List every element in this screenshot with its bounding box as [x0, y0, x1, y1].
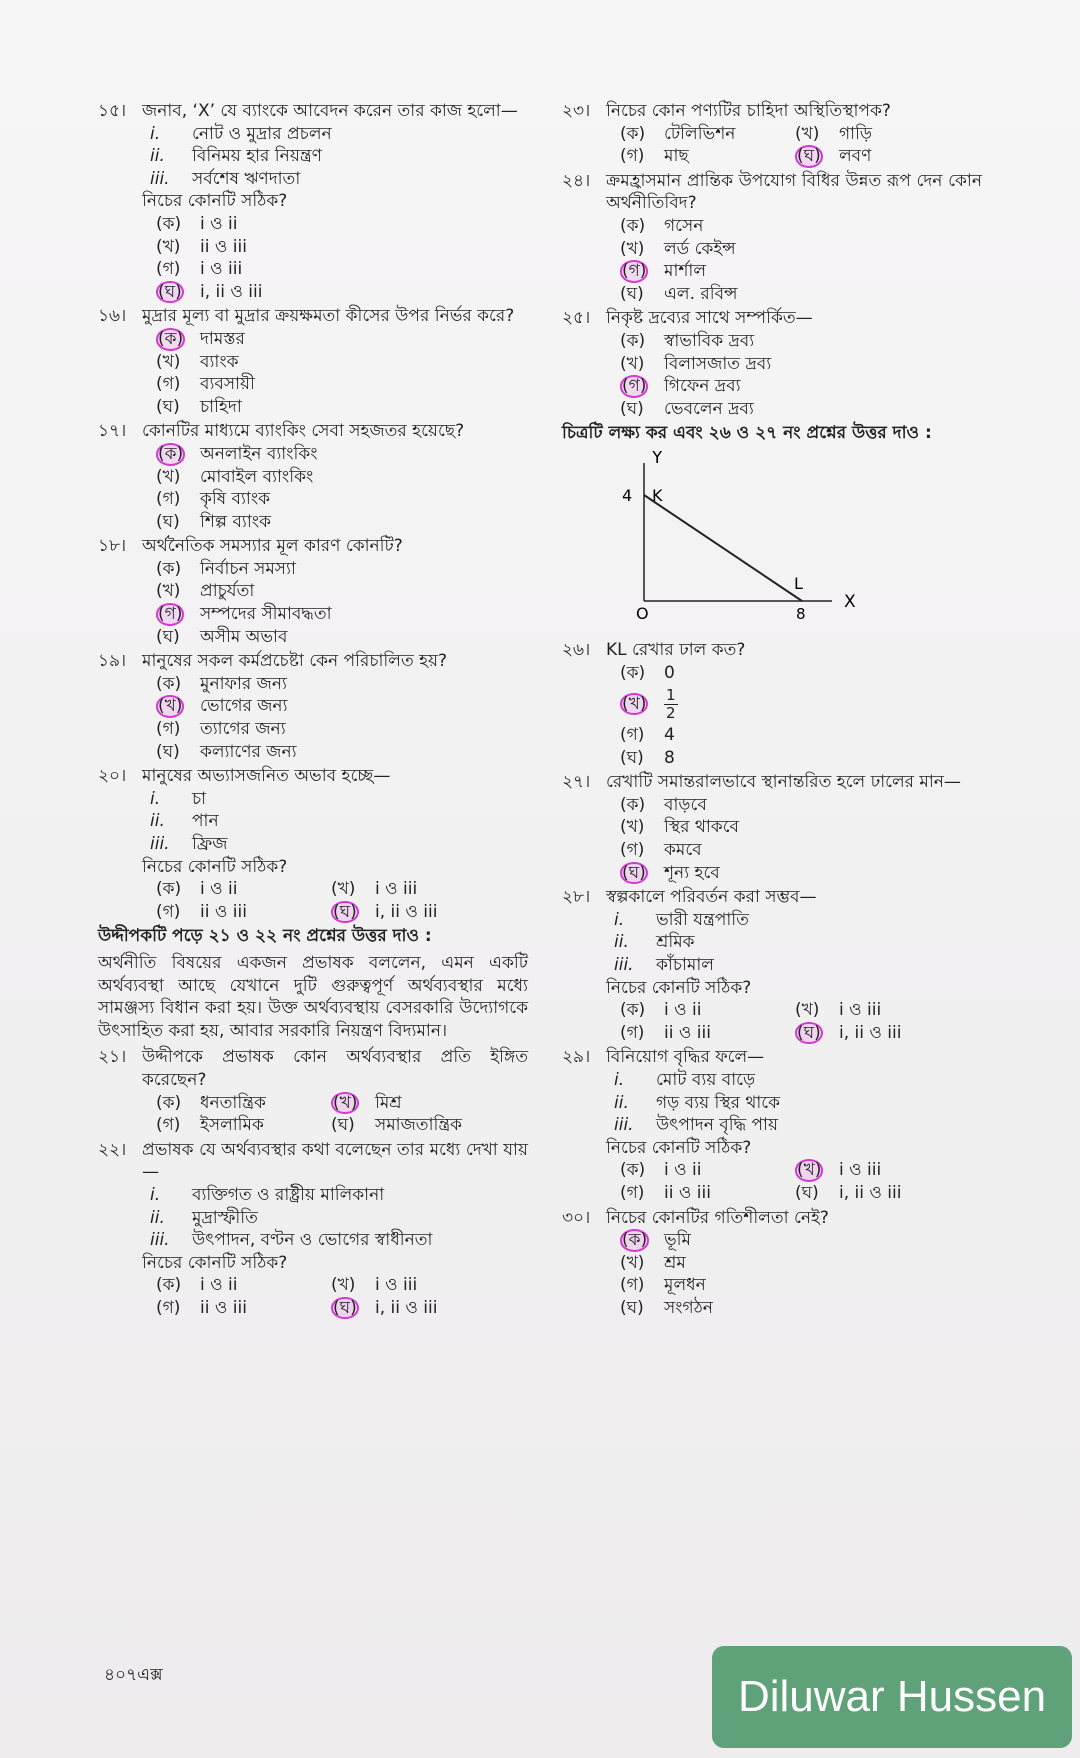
question-21: ২১। উদ্দীপকে প্রভাষক কোন অর্থব্যবস্থার প্রতি ইঙ্গিত করেছেন? (ক) ধনতান্ত্রিক (খ) মিশ্র (গ) ইসলামিক (ঘ) সমাজতান্ত্রিক [98, 1047, 528, 1136]
question-22: ২২। প্রভাষক যে অর্থব্যবস্থার কথা বলেছেন তার মধ্যে দেখা যায়— i. ব্যক্তিগত ও রাষ্ট্রীয় মালিকানা ii. মুদ্রাস্ফীতি iii. উৎপাদন, বণ্টন ও ভোগের স্বাধীনতা নিচের কোনটি সঠিক? (ক) i ও ii (খ) i ও iii (গ) ii ও iii (ঘ) i, ii ও iii [98, 1139, 528, 1318]
question-17: ১৭। কোনটির মাধ্যমে ব্যাংকিং সেবা সহজতর হয়েছে? (ক) অনলাইন ব্যাংকিং (খ) মোবাইল ব্যাংকিং (গ) কৃষি ব্যাংক (ঘ) শিল্প ব্যাংক [98, 420, 528, 533]
point-k-label: K [652, 485, 663, 505]
option[interactable]: (ক) i ও ii [620, 1160, 702, 1181]
option[interactable]: (ঘ) চাহিদা [156, 396, 242, 417]
question-number: ১৫। [98, 101, 127, 121]
answer-mark: (ক) [158, 328, 184, 349]
option[interactable]: (গ) মূলধন [620, 1275, 706, 1296]
option-marked[interactable]: (ক) দামস্তর [158, 328, 245, 349]
question-23: ২৩। নিচের কোন পণ্যটির চাহিদা অস্থিতিস্থাপক? (ক) টেলিভিশন (খ) গাড়ি (গ) মাছ (ঘ) লবণ [562, 100, 982, 168]
option-marked[interactable]: (ঘ) i, ii ও iii [797, 1022, 902, 1043]
prompt: নিচের কোনটি সঠিক? [142, 191, 288, 212]
answer-mark: (খ) [622, 693, 647, 714]
option[interactable]: (গ) কৃষি ব্যাংক [156, 489, 271, 510]
kl-line [644, 495, 802, 601]
answer-mark: (খ) [333, 1092, 358, 1113]
option-marked[interactable]: (ক) অনলাইন ব্যাংকিং [158, 443, 318, 464]
option[interactable]: (ঘ) i, ii ও iii [795, 1182, 902, 1203]
option[interactable]: (ক) i ও ii [156, 213, 238, 234]
answer-mark: (ক) [158, 443, 184, 464]
option[interactable]: (খ) বিলাসজাত দ্রব্য [620, 353, 772, 374]
option[interactable]: (ঘ) এল. রবিন্স [620, 283, 738, 304]
option[interactable]: (ক) 0 [620, 662, 675, 683]
option[interactable]: (ক) স্বাভাবিক দ্রব্য [620, 330, 755, 351]
option[interactable]: (ক) মুনাফার জন্য [156, 673, 287, 694]
statement: i. নোট ও মুদ্রার প্রচলন [150, 123, 332, 144]
watermark-badge: Diluwar Hussen [712, 1646, 1072, 1748]
option[interactable]: (ক) নির্বাচন সমস্যা [156, 558, 296, 579]
option[interactable]: (গ) ii ও iii [620, 1182, 711, 1203]
option-marked[interactable]: (ঘ) শূন্য হবে [622, 862, 720, 883]
option[interactable]: (গ) কমবে [620, 840, 702, 861]
answer-mark: (ঘ) [797, 146, 821, 167]
fraction: 1 2 [666, 685, 676, 722]
option[interactable]: (ক) i ও ii [620, 1000, 702, 1021]
option[interactable]: (খ) গাড়ি [795, 123, 873, 144]
answer-mark: (ক) [622, 1230, 648, 1251]
option[interactable]: (খ) i ও iii [331, 879, 418, 900]
right-column [562, 100, 982, 1322]
question-24: ২৪। ক্রমহ্রাসমান প্রান্তিক উপযোগ বিধির উন্নত রূপ দেন কোন অর্থনীতিবিদ? (ক) গসেন (খ) লর্ড কেইন্স (গ) মার্শাল (ঘ) এল. রবিন্স [562, 170, 982, 304]
option[interactable]: (ক) বাড়বে [620, 794, 707, 815]
question-text: জনাব, ‘X’ যে ব্যাংকে আবেদন করেন তার কাজ হলো— [142, 101, 518, 121]
question-27: ২৭। রেখাটি সমান্তরালভাবে স্থানান্তরিত হলে ঢালের মান— (ক) বাড়বে (খ) স্থির থাকবে (গ) কমবে (ঘ) শূন্য হবে [562, 771, 982, 884]
option[interactable]: (ক) ধনতান্ত্রিক [156, 1092, 266, 1113]
option[interactable]: (গ) ইসলামিক [156, 1115, 264, 1136]
option[interactable]: (খ) ii ও iii [156, 236, 247, 257]
stimulus-text: অর্থনীতি বিষয়ের একজন প্রভাষক বললেন, এমন একটি অর্থব্যবস্থা আছে যেখানে দুটি গুরুত্বপূর্ণ অর্থব্যবস্থার মধ্যে সামঞ্জস্য বিধান করা হয়। উক্ত অর্থব্যবস্থায় বেসরকারি উদ্যোগকে উৎসাহিত করা হয়, আবার সরকারি নিয়ন্ত্রণ বিদ্যমান। [98, 952, 528, 1041]
option[interactable]: (ক) i ও ii [156, 879, 238, 900]
option[interactable]: (খ) লর্ড কেইন্স [620, 238, 736, 259]
option[interactable]: (ক) গসেন [620, 215, 704, 236]
option-marked[interactable]: (গ) মার্শাল [622, 261, 707, 282]
answer-mark: (গ) [622, 376, 647, 397]
answer-mark: (গ) [158, 604, 183, 625]
left-column [98, 100, 528, 1321]
option[interactable]: (ক) i ও ii [156, 1275, 238, 1296]
question-20: ২০। মানুষের অভ্যাসজনিত অভাব হচ্ছে— i. চা ii. পান iii. ফ্রিজ নিচের কোনটি সঠিক? (ক) i ও ii (খ) i ও iii (গ) ii ও iii (ঘ) i, ii ও iii [98, 765, 528, 923]
option[interactable]: (ঘ) শিল্প ব্যাংক [156, 511, 271, 532]
statement: iii. সর্বশেষ ঋণদাতা [150, 168, 301, 189]
origin-label: O [636, 603, 649, 623]
option[interactable]: (গ) ত্যাগের জন্য [156, 719, 286, 740]
question-19: ১৯। মানুষের সকল কর্মপ্রচেষ্টা কেন পরিচালিত হয়? (ক) মুনাফার জন্য (খ) ভোগের জন্য (গ) ত্যাগের জন্য (ঘ) কল্যাণের জন্য [98, 650, 528, 763]
option-marked[interactable]: (ঘ) i, ii ও iii [333, 1297, 438, 1318]
y-axis-label: Y [652, 450, 663, 468]
option[interactable]: (গ) i ও iii [156, 259, 243, 280]
option[interactable]: (গ) 4 [620, 725, 675, 746]
statement: ii. বিনিময় হার নিয়ন্ত্রণ [150, 146, 322, 167]
question-26: ২৬। KL রেখার ঢাল কত? (ক) 0 (খ) 1 2 (গ) 4 (ঘ) 8 [562, 639, 982, 769]
option-marked[interactable]: (খ) মিশ্র [333, 1092, 402, 1113]
question-18: ১৮। অর্থনৈতিক সমস্যার মূল কারণ কোনটি? (ক) নির্বাচন সমস্যা (খ) প্রাচুর্যতা (গ) সম্পদের সীমাবদ্ধতা (ঘ) অসীম অভাব [98, 535, 528, 648]
answer-mark: (ঘ) [333, 1297, 357, 1318]
y-tick-label: 4 [622, 485, 633, 505]
option-marked[interactable]: (ঘ) i, ii ও iii [333, 901, 438, 922]
question-15 [98, 100, 528, 303]
option-marked[interactable]: (গ) সম্পদের সীমাবদ্ধতা [158, 604, 332, 625]
graph-svg [562, 451, 862, 629]
option-marked[interactable] [606, 684, 982, 724]
option[interactable]: (ঘ) সংগঠন [620, 1297, 713, 1318]
kl-line-graph [562, 451, 982, 629]
stimulus-21-22 [98, 925, 528, 1042]
option[interactable]: (খ) i ও iii [795, 1000, 882, 1021]
option-marked[interactable]: (ঘ) লবণ [797, 146, 872, 167]
answer-mark: (ঘ) [622, 862, 646, 883]
option-grid [142, 878, 528, 923]
x-tick-label: 8 [796, 604, 806, 623]
option[interactable]: (গ) মাছ [620, 146, 689, 167]
option[interactable]: (গ) ব্যবসায়ী [156, 374, 255, 395]
graph-heading: চিত্রটি লক্ষ্য কর এবং ২৬ ও ২৭ নং প্রশ্নের উত্তর দাও : [562, 423, 932, 444]
option[interactable]: (খ) ব্যাংক [156, 351, 239, 372]
option[interactable]: (গ) ii ও iii [156, 901, 247, 922]
option[interactable]: (খ) i ও iii [331, 1275, 418, 1296]
answer-mark: (ঘ) [158, 281, 182, 302]
question-30: ৩০। নিচের কোনটির গতিশীলতা নেই? (ক) ভূমি (খ) শ্রম (গ) মূলধন (ঘ) সংগঠন [562, 1207, 982, 1320]
answer-mark: (গ) [622, 261, 647, 282]
option-marked[interactable]: (খ) ভোগের জন্য [158, 696, 288, 717]
page-number: ৪০৭এক্স [104, 1665, 163, 1685]
option[interactable]: (খ) প্রাচুর্যতা [156, 581, 255, 602]
option[interactable]: (গ) ii ও iii [156, 1297, 247, 1318]
option[interactable]: (ঘ) ভেবলেন দ্রব্য [620, 398, 754, 419]
question-28: ২৮। স্বল্পকালে পরিবর্তন করা সম্ভব— i. ভারী যন্ত্রপাতি ii. শ্রমিক iii. কাঁচামাল নিচের কোনটি সঠিক? (ক) i ও ii (খ) i ও iii (গ) ii ও iii (ঘ) i, ii ও iii [562, 886, 982, 1044]
option[interactable]: (ঘ) সমাজতান্ত্রিক [331, 1115, 463, 1136]
option-marked[interactable]: (খ) i ও iii [797, 1160, 882, 1181]
point-l-label: L [794, 573, 803, 593]
question-29: ২৯। বিনিয়োগ বৃদ্ধির ফলে— i. মোট ব্যয় বাড়ে ii. গড় ব্যয় স্থির থাকে iii. উৎপাদন বৃদ্ধি পায় নিচের কোনটি সঠিক? (ক) i ও ii (খ) i ও iii (গ) ii ও iii (ঘ) i, ii ও iii [562, 1046, 982, 1204]
option[interactable]: (খ) শ্রম [620, 1252, 686, 1273]
option[interactable]: (ঘ) 8 [620, 747, 675, 768]
answer-mark: (খ) [158, 696, 183, 717]
option[interactable]: (ক) টেলিভিশন [620, 123, 736, 144]
option[interactable]: (ঘ) অসীম অভাব [156, 626, 288, 647]
answer-mark: (ঘ) [797, 1022, 821, 1043]
option[interactable]: (খ) স্থির থাকবে [620, 817, 739, 838]
question-16: ১৬। মুদ্রার মূল্য বা মুদ্রার ক্রয়ক্ষমতা কীসের উপর নির্ভর করে? (ক) দামস্তর (খ) ব্যাংক (গ) ব্যবসায়ী (ঘ) চাহিদা [98, 305, 528, 418]
question-25: ২৫। নিকৃষ্ট দ্রব্যের সাথে সম্পর্কিত— (ক) স্বাভাবিক দ্রব্য (খ) বিলাসজাত দ্রব্য (গ) গিফেন দ্রব্য (ঘ) ভেবলেন দ্রব্য [562, 307, 982, 420]
option[interactable]: (খ) মোবাইল ব্যাংকিং [156, 466, 314, 487]
option[interactable]: (গ) ii ও iii [620, 1022, 711, 1043]
answer-mark: (খ) [797, 1160, 822, 1181]
option-marked[interactable]: (ক) ভূমি [622, 1230, 691, 1251]
stimulus-heading: উদ্দীপকটি পড়ে ২১ ও ২২ নং প্রশ্নের উত্তর দাও : [98, 926, 432, 947]
option[interactable]: (ঘ) কল্যাণের জন্য [156, 741, 297, 762]
option-marked[interactable]: (ঘ) i, ii ও iii [158, 281, 263, 302]
answer-mark: (ঘ) [333, 901, 357, 922]
x-axis-label: X [844, 591, 856, 612]
option-marked[interactable]: (গ) গিফেন দ্রব্য [622, 376, 741, 397]
